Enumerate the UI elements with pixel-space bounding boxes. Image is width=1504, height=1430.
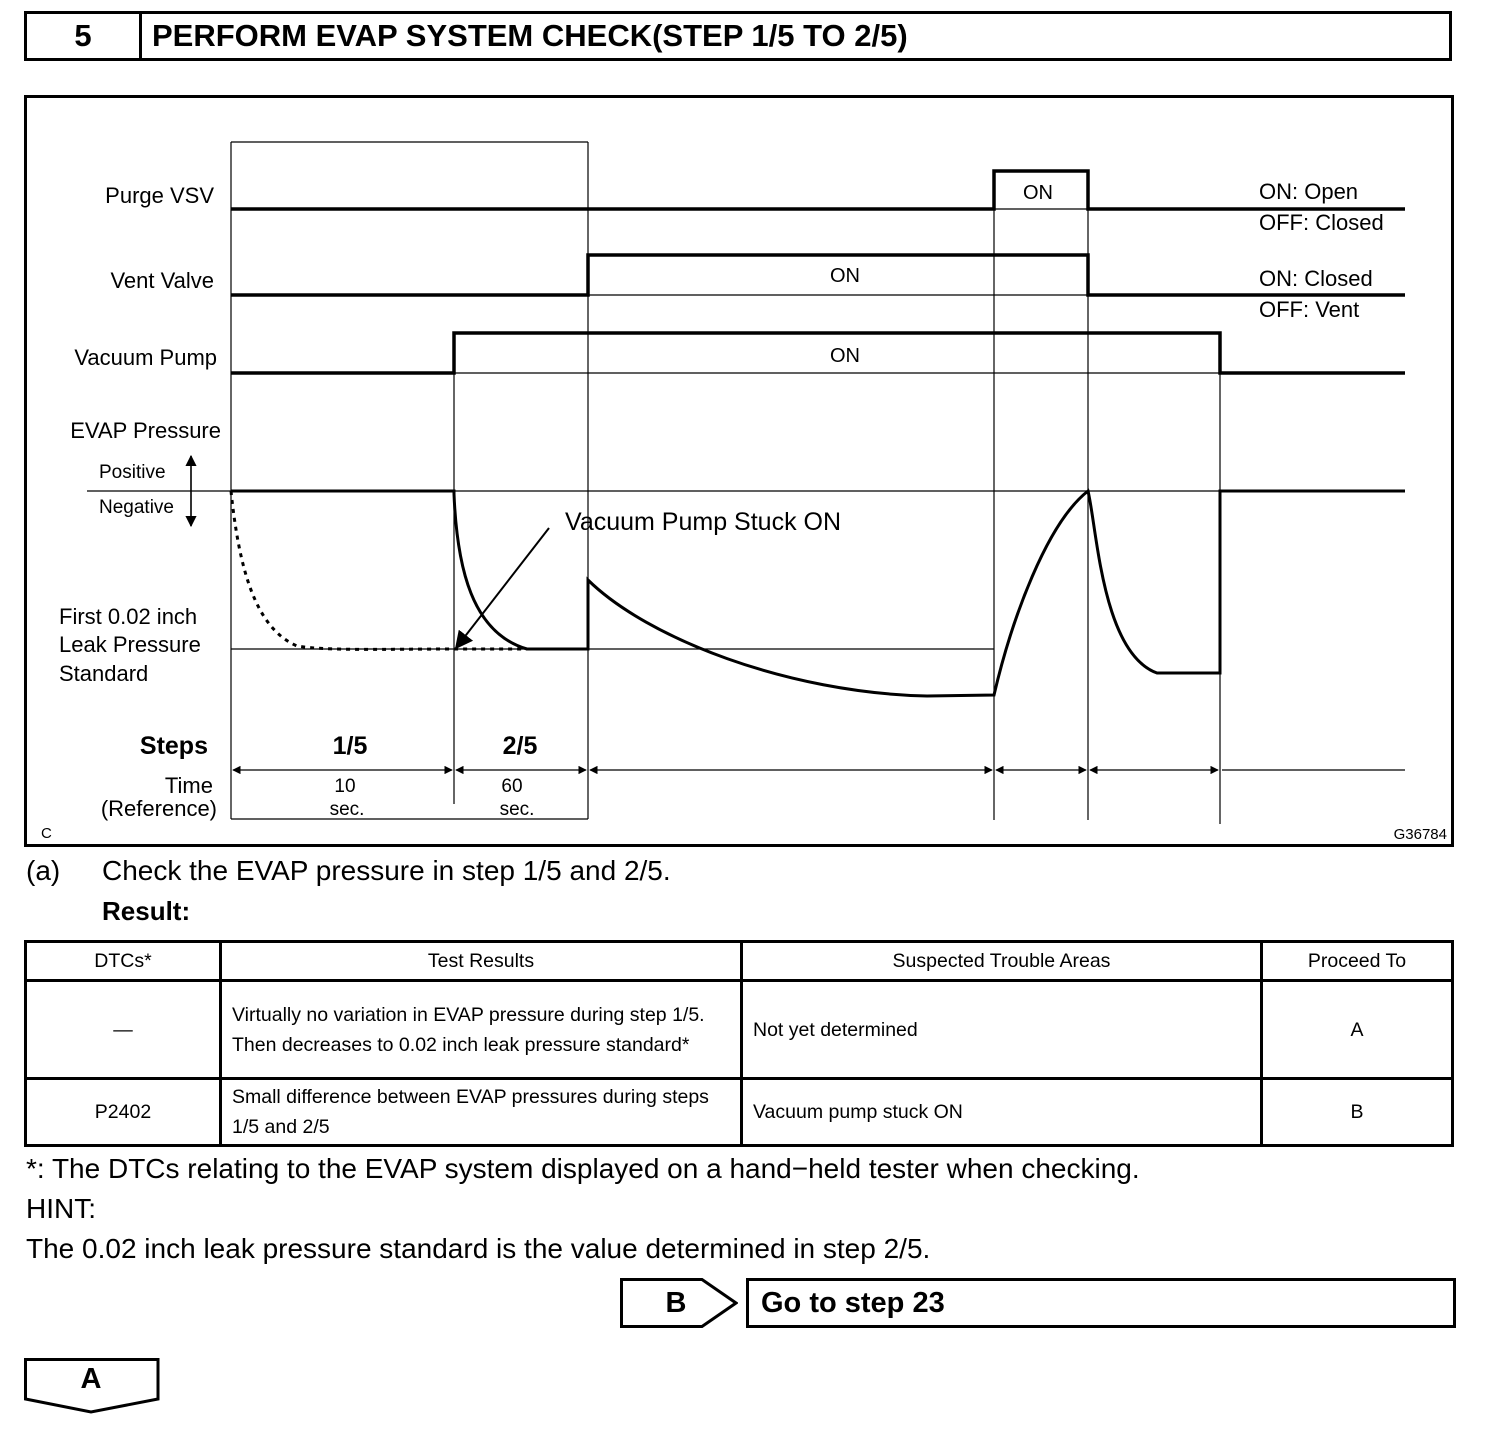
b-result-marker[interactable] [620,1278,738,1328]
step-header [24,11,1452,61]
step-1-label: 1/5 [332,732,368,760]
results-table [24,940,1454,1147]
hint-label: HINT: [26,1193,96,1224]
row-proceed: B [1262,1079,1453,1146]
b-label: B [665,1286,687,1319]
goto-step-link[interactable]: Go to step 23 [746,1278,1456,1328]
corner-code: C [41,825,52,842]
time-1-unit: sec. [329,799,365,820]
footnote: *: The DTCs relating to the EVAP system displayed on a hand−held tester when checking. [26,1153,1140,1184]
label-leak-std-2: Leak Pressure [59,632,201,657]
time-2-unit: sec. [499,799,535,820]
vacuum-pump-waveform [231,333,1405,373]
legend-purge-off: OFF: Closed [1259,210,1384,235]
stuck-on-waveform [231,491,527,649]
table-row [26,981,1453,1079]
a-label: A [80,1362,102,1395]
row-test-result: Small difference between EVAP pressures during steps 1/5 and 2/5 [221,1079,742,1146]
table-row [26,1079,1453,1146]
legend-vent-off: OFF: Vent [1259,297,1360,322]
stuck-on-annotation: Vacuum Pump Stuck ON [565,508,842,536]
header-trouble-areas: Suspected Trouble Areas [742,942,1262,981]
header-proceed-to: Proceed To [1262,942,1453,981]
hint-text: The 0.02 inch leak pressure standard is the value determined in step 2/5. [26,1233,931,1264]
vent-valve-waveform [231,255,1405,295]
timing-diagram-svg [27,98,1451,844]
label-purge-vsv: Purge VSV [105,183,214,208]
step-title: PERFORM EVAP SYSTEM CHECK(STEP 1/5 TO 2/5) [152,18,908,53]
label-vent-valve: Vent Valve [110,268,214,293]
step-2-label: 2/5 [502,732,538,760]
table-header-row [26,942,1453,981]
pump-on-label: ON [830,345,860,367]
row-proceed: A [1262,981,1453,1079]
a-result-marker[interactable] [24,1358,160,1414]
header-test-results: Test Results [221,942,742,981]
label-leak-std-3: Standard [59,661,149,686]
label-leak-std-1: First 0.02 inch [59,604,198,629]
timing-diagram [24,95,1454,847]
result-label: Result: [102,896,191,926]
vent-on-label: ON [830,265,860,287]
row-trouble-area: Vacuum pump stuck ON [742,1079,1262,1146]
row-dtc: — [26,981,221,1079]
instruction [26,855,671,887]
figure-id: G36784 [1393,826,1447,843]
instruction-label: (a) [26,855,61,886]
time-1-value: 10 [334,776,356,797]
purge-on-label: ON [1023,182,1053,204]
time-label: Time [164,773,213,798]
instruction-text: Check the EVAP pressure in step 1/5 and 2/5. [102,855,671,886]
row-test-result: Virtually no variation in EVAP pressure during step 1/5. Then decreases to 0.02 inch leak pressure standard* [221,981,742,1079]
label-evap-pressure: EVAP Pressure [70,418,221,443]
step-number: 5 [27,14,142,58]
legend-purge-on: ON: Open [1259,179,1359,204]
row-trouble-area: Not yet determined [742,981,1262,1079]
legend-vent-on: ON: Closed [1259,266,1373,291]
purge-vsv-waveform [231,171,1405,209]
header-dtcs: DTCs* [26,942,221,981]
reference-label: (Reference) [100,796,217,821]
label-vacuum-pump: Vacuum Pump [74,345,217,370]
label-negative: Negative [99,497,174,518]
label-positive: Positive [99,462,166,483]
time-2-value: 60 [501,776,523,797]
step-frame [231,142,588,819]
row-dtc: P2402 [26,1079,221,1146]
reference-lines [87,209,1405,649]
steps-label: Steps [139,732,208,760]
